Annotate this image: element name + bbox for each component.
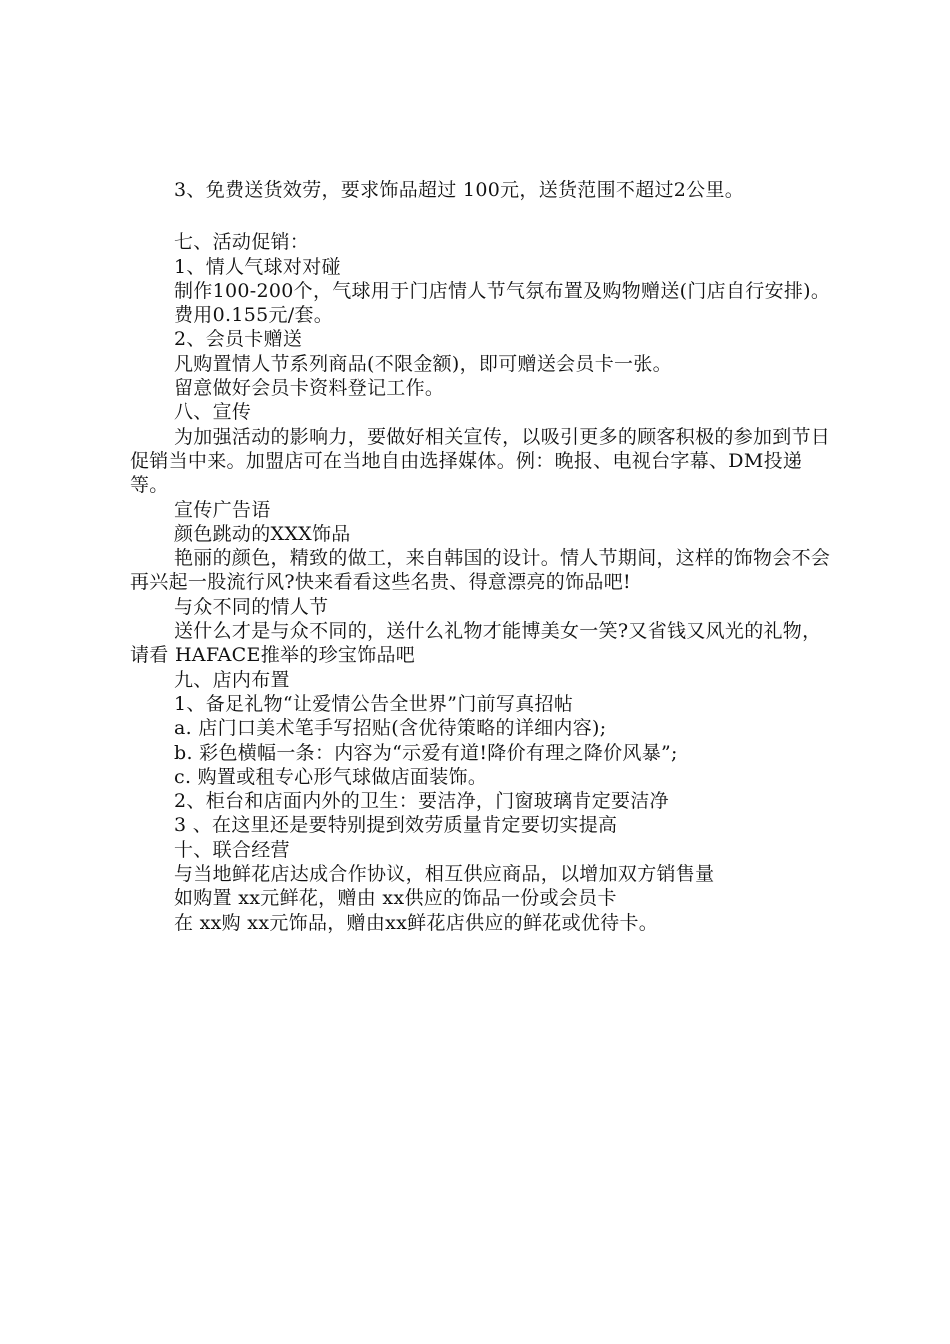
paragraph-spacer [130,202,836,230]
paragraph-publicity-detail: 为加强活动的影响力，要做好相关宣传，以吸引更多的顾客积极的参加到节日促销当中来。加盟店可在当地自由选择媒体。例：晚报、电视台字幕、DM投递等。 [130,425,831,497]
paragraph-jewelry-offer: 在 xx购 xx元饰品，赠由xx鲜花店供应的鲜花或优待卡。 [174,911,659,934]
list-item-service-quality: 3 、在这里还是要特别提到效劳质量肯定要切实提高 [174,814,618,837]
subheading-balloon: 1、情人气球对对碰 [174,255,341,278]
subheading-member-card: 2、会员卡赠送 [174,328,303,351]
paragraph-cooperation: 与当地鲜花店达成合作协议，相互供应商品，以增加双方销售量 [174,863,715,886]
subheading-slogan: 宣传广告语 [174,498,271,521]
slogan-title-1: 颜色跳动的XXX饰品 [174,522,351,545]
paragraph-member-card-gift: 凡购置情人节系列商品(不限金额)，即可赠送会员卡一张。 [174,352,672,375]
paragraph-member-registration: 留意做好会员卡资料登记工作。 [174,377,445,400]
heading-store-layout: 九、店内布置 [174,668,290,691]
document-body [130,178,836,935]
list-item-c: c. 购置或租专心形气球做店面装饰。 [174,765,488,788]
paragraph-cost: 费用0.155元/套。 [174,304,334,327]
list-item-hygiene: 2、柜台和店面内外的卫生：要洁净，门窗玻璃肯定要洁净 [174,790,669,813]
list-item-b: b. 彩色横幅一条：内容为“示爱有道!降价有理之降价风暴”; [174,741,678,764]
list-item-a: a. 店门口美术笔手写招贴(含优待策略的详细内容); [174,717,607,740]
list-item-gifts-poster: 1、备足礼物“让爱情公告全世界”门前写真招帖 [174,692,574,715]
slogan-body-2: 送什么才是与众不同的，送什么礼物才能博美女一笑?又省钱又风光的礼物，请看 HAFACE推举的珍宝饰品吧 [130,620,822,667]
slogan-body-1: 艳丽的颜色，精致的做工，来自韩国的设计。情人节期间，这样的饰物会不会再兴起一股流行风?快来看看这些名贵、得意漂亮的饰品吧! [130,547,831,594]
slogan-title-2: 与众不同的情人节 [174,595,329,618]
paragraph-balloon-production: 制作100-200个，气球用于门店情人节气氛布置及购物赠送(门店自行安排)。 [174,279,831,302]
paragraph-free-delivery: 3、免费送货效劳，要求饰品超过 100元，送货范围不超过2公里。 [174,179,745,201]
paragraph-flower-offer: 如购置 xx元鲜花，赠由 xx供应的饰品一份或会员卡 [174,887,617,910]
heading-promotion: 七、活动促销： [174,231,310,254]
heading-joint-operation: 十、联合经营 [174,838,290,861]
heading-publicity: 八、宣传 [174,401,252,424]
